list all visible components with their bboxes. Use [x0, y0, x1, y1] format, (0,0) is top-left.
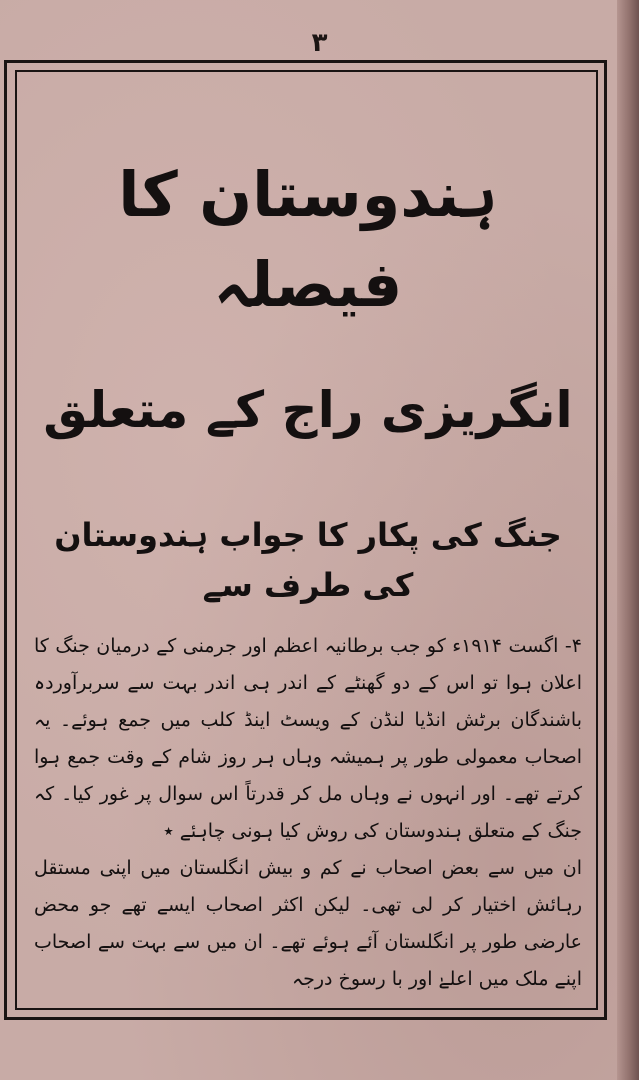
page-edge — [617, 0, 639, 1080]
page-number: ۳ — [311, 28, 328, 58]
paragraph-1: ۴- اگست ۱۹۱۴ء کو جب برطانیہ اعظم اور جرمنی کے درمیان جنگ کا اعلان ہوا تو اس کے دو گھنٹے کے اندر ہی اندر بہت سے سربرآوردہ باشندگان برٹش انڈیا لنڈن کے ویسٹ اینڈ کلب میں جمع ہوئے۔ یہ اصحاب معمولی طور پر ہمیشہ وہاں ہر روز شام کے وقت جمع ہوا کرتے تھے۔ اور انہوں نے وہاں مل کر قدرتاً اس سوال پر غور کیا۔ کہ جنگ کے متعلق ہندوستان کی روش کیا ہونی چاہئے ٭ — [34, 635, 582, 842]
body-text — [28, 628, 588, 998]
page-content — [28, 120, 588, 998]
page-subtitle: انگریزی راج کے متعلق — [43, 381, 573, 439]
paragraph-2: ان میں سے بعض اصحاب نے کم و بیش انگلستان میں اپنی مستقل رہائش اختیار کر لی تھی۔ لیکن اکثر اصحاب ایسے تھے جو محض عارضی طور پر انگلستان آئے ہوئے تھے۔ ان میں سے بہت سے اصحاب اپنے ملک میں اعلےٰ اور با رسوخ درجہ — [34, 857, 582, 990]
page-title: ہندوستان کا فیصلہ — [118, 158, 498, 321]
section-heading: جنگ کی پکار کا جواب ہندوستان کی طرف سے — [54, 516, 562, 604]
